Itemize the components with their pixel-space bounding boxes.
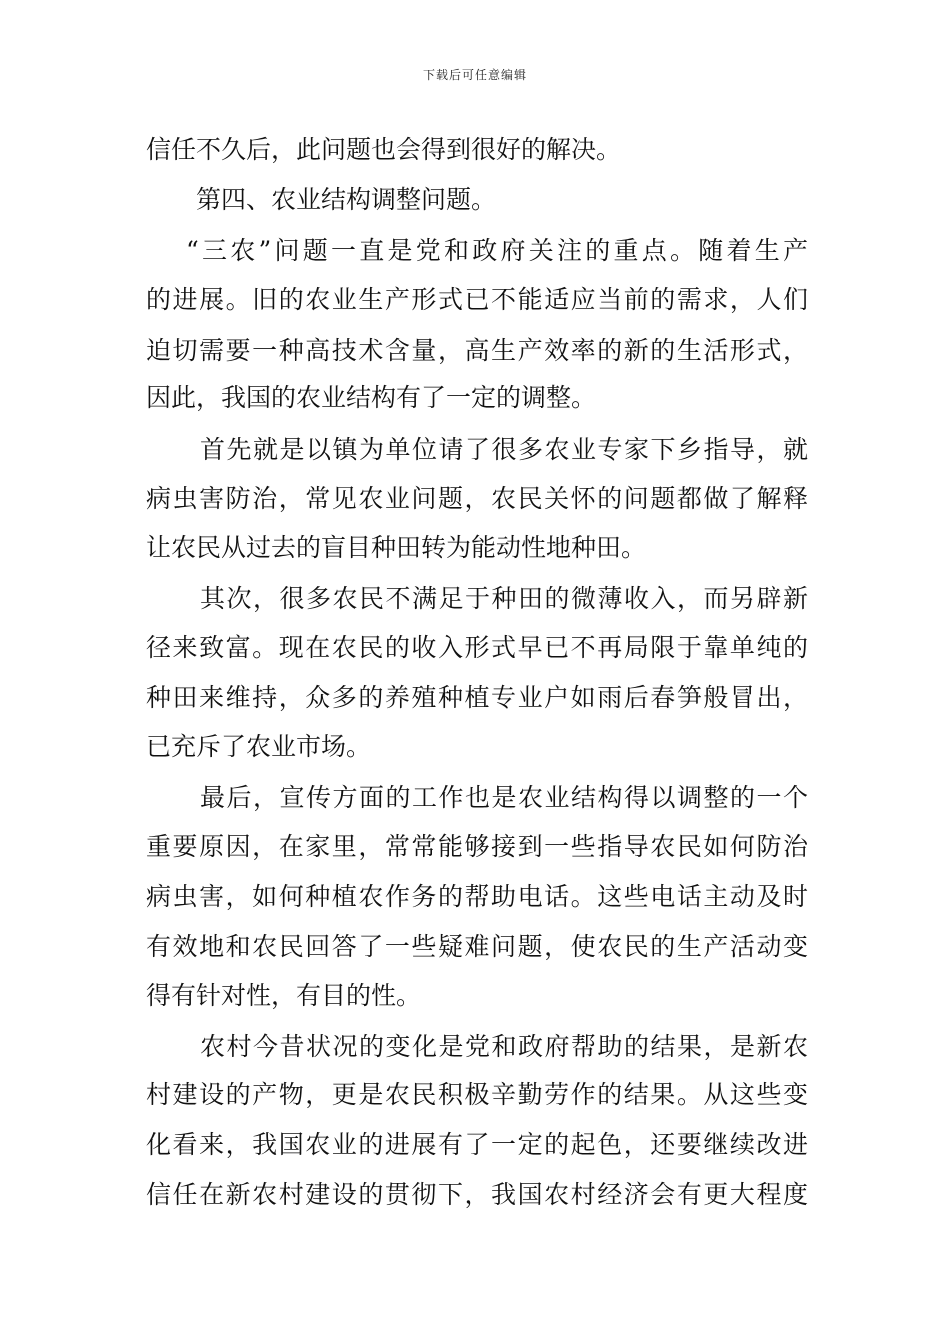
text-line: 信任在新农村建设的贯彻下，我国农村经济会有更大程度: [146, 1180, 808, 1209]
text-line: 村建设的产物，更是农民积极辛勤劳作的结果。从这些变: [146, 1080, 808, 1109]
text-line: 径来致富。现在农民的收入形式早已不再局限于靠单纯的: [146, 633, 808, 662]
text-line: 有效地和农民回答了一些疑难问题，使农民的生产活动变: [146, 932, 808, 961]
text-line: 病虫害，如何种植农作务的帮助电话。这些电话主动及时: [146, 882, 808, 911]
text-line: 病虫害防治，常见农业问题，农民关怀的问题都做了解释: [146, 484, 808, 513]
text-line: “三农”问题一直是党和政府关注的重点。随着生产: [186, 236, 808, 265]
text-line: 让农民从过去的盲目种田转为能动性地种田。: [146, 533, 647, 562]
text-line: 农村今昔状况的变化是党和政府帮助的结果，是新农: [200, 1032, 808, 1061]
text-line: 第四、农业结构调整问题。: [196, 185, 497, 214]
text-line: 已充斥了农业市场。: [146, 732, 372, 761]
text-line: 首先就是以镇为单位请了很多农业专家下乡指导，就: [200, 435, 808, 464]
page-header: 下载后可任意编辑: [422, 68, 527, 82]
text-line: 重要原因，在家里，常常能够接到一些指导农民如何防治: [146, 832, 808, 861]
text-line: 种田来维持，众多的养殖种植专业户如雨后春笋般冒出，: [146, 683, 808, 712]
text-line: 化看来，我国农业的进展有了一定的起色，还要继续改进: [146, 1130, 808, 1159]
text-line: 其次，很多农民不满足于种田的微薄收入，而另辟新: [200, 584, 808, 613]
text-line: 最后，宣传方面的工作也是农业结构得以调整的一个: [200, 783, 808, 812]
text-line: 因此，我国的农业结构有了一定的调整。: [146, 383, 597, 412]
text-line: 得有针对性，有目的性。: [146, 981, 422, 1010]
text-line: 信任不久后，此问题也会得到很好的解决。: [146, 135, 622, 164]
text-line: 迫切需要一种高技术含量，高生产效率的新的生活形式，: [146, 336, 808, 365]
text-line: 的进展。旧的农业生产形式已不能适应当前的需求，人们: [146, 285, 808, 314]
